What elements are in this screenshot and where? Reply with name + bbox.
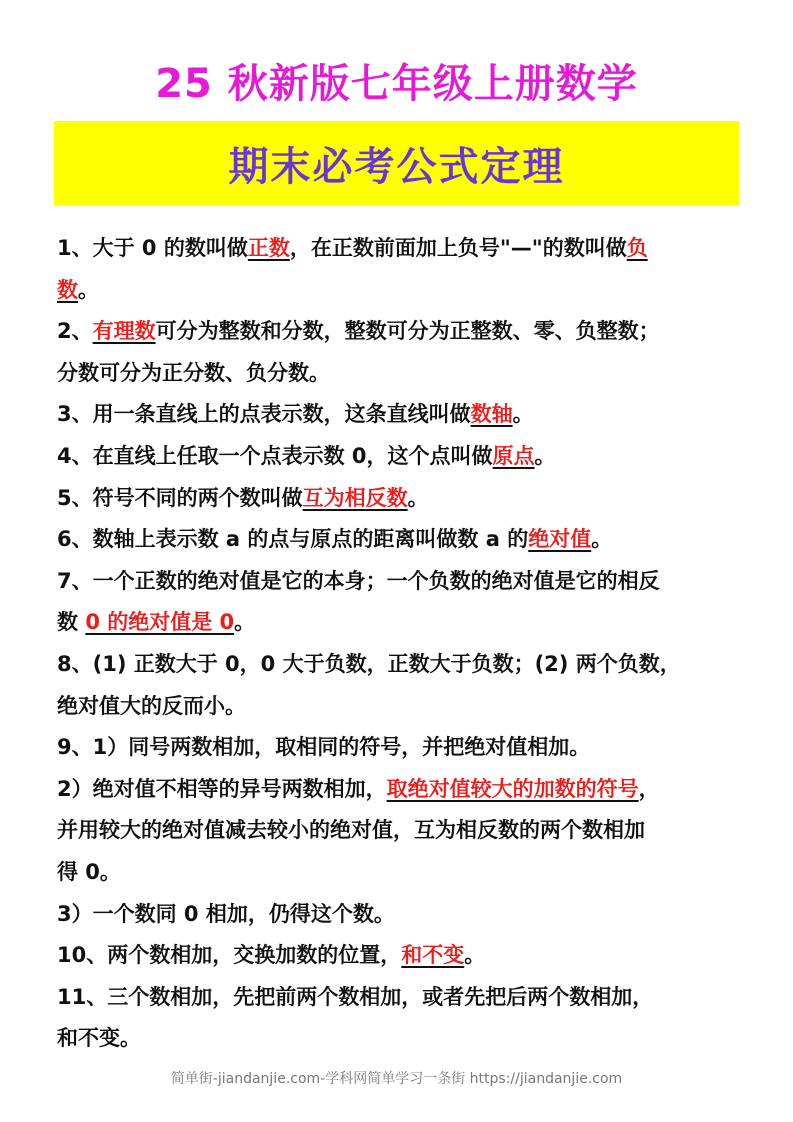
item-9-line-1: 9、1）同号两数相加，取相同的符号，并把绝对值相加。 (57, 735, 591, 760)
item-10-text: 10、两个数相加，交换加数的位置， (57, 943, 402, 968)
item-1-end: 。 (78, 277, 99, 302)
footer-watermark: 简单街-jiandanjie.com-学科网简单学习一条街 https://jiandanjie.com (170, 1071, 623, 1087)
item-5-end: 。 (407, 485, 429, 510)
item-1-keyword-positive: 正数 (247, 236, 290, 260)
item-2-line-1 (57, 311, 751, 353)
item-2-text: 可分为整数和分数，整数可分为正整数、零、负整数； (155, 319, 660, 344)
item-1-keyword-negative-part1: 负 (626, 236, 648, 260)
banner-text: 期末必考公式定理 (228, 143, 565, 190)
item-8-line-1: 8、(1) 正数大于 0，0 大于负数，正数大于负数；(2) 两个负数， (57, 651, 681, 676)
item-6-end: 。 (591, 527, 613, 552)
item-4-text: 4、在直线上任取一个点表示数 0，这个点叫做 (57, 443, 493, 468)
item-6 (57, 519, 751, 561)
item-9-keyword-sign: 取绝对值较大的加数的符号 (386, 776, 639, 801)
item-7-keyword-zero: 0 的绝对值是 0 (85, 610, 235, 635)
item-4 (57, 436, 751, 478)
item-5-keyword-opposite: 互为相反数 (302, 485, 408, 510)
item-1-line-1 (57, 228, 751, 270)
item-9-text: 2）绝对值不相等的异号两数相加， (57, 776, 387, 801)
item-6-text: 6、数轴上表示数 a 的点与原点的距离叫做数 a 的 (57, 527, 529, 552)
item-9-line-5: 3）一个数同 0 相加，仍得这个数。 (57, 901, 395, 926)
item-7-text: 数 (57, 610, 86, 635)
item-7-end: 。 (234, 610, 256, 635)
item-10 (57, 935, 751, 977)
item-3-keyword-number-line: 数轴 (470, 402, 513, 427)
title-banner (54, 121, 739, 205)
item-3-text: 3、用一条直线上的点表示数，这条直线叫做 (57, 402, 471, 427)
item-3-end: 。 (512, 402, 534, 427)
item-1-text: 1、大于 0 的数叫做 (57, 236, 248, 260)
item-6-keyword-absolute-value: 绝对值 (528, 527, 592, 552)
item-5 (57, 478, 751, 520)
item-9-comma: ， (638, 776, 660, 801)
item-9-line-4: 得 0。 (57, 859, 121, 884)
item-9-line-3: 并用较大的绝对值减去较小的绝对值，互为相反数的两个数相加 (57, 818, 645, 843)
item-4-end: 。 (534, 443, 556, 468)
item-2-keyword-rational: 有理数 (92, 319, 156, 344)
item-1-keyword-negative-part2: 数 (57, 277, 78, 302)
item-4-keyword-origin: 原点 (492, 443, 535, 468)
item-2-line-2: 分数可分为正分数、负分数。 (57, 360, 330, 385)
item-7-line-2 (57, 602, 751, 644)
item-10-end: 。 (464, 943, 486, 968)
item-1-line-2 (57, 270, 751, 312)
item-1-text-2: ，在正数前面加上负号"—"的数叫做 (289, 236, 627, 260)
formula-list (57, 228, 751, 1060)
item-2-number: 2、 (57, 319, 93, 344)
item-5-text: 5、符号不同的两个数叫做 (57, 485, 303, 510)
item-7-line-1: 7、一个正数的绝对值是它的本身；一个负数的绝对值是它的相反 (57, 568, 660, 593)
item-8-line-2: 绝对值大的反而小。 (57, 693, 246, 718)
item-3 (57, 394, 751, 436)
item-11-line-2: 和不变。 (57, 1026, 141, 1051)
item-11-line-1: 11、三个数相加，先把前两个数相加，或者先把后两个数相加， (57, 984, 654, 1009)
item-10-keyword-sum-unchanged: 和不变 (401, 943, 465, 968)
item-9-line-2 (57, 769, 751, 811)
page-title: 25 秋新版七年级上册数学 (155, 61, 638, 107)
